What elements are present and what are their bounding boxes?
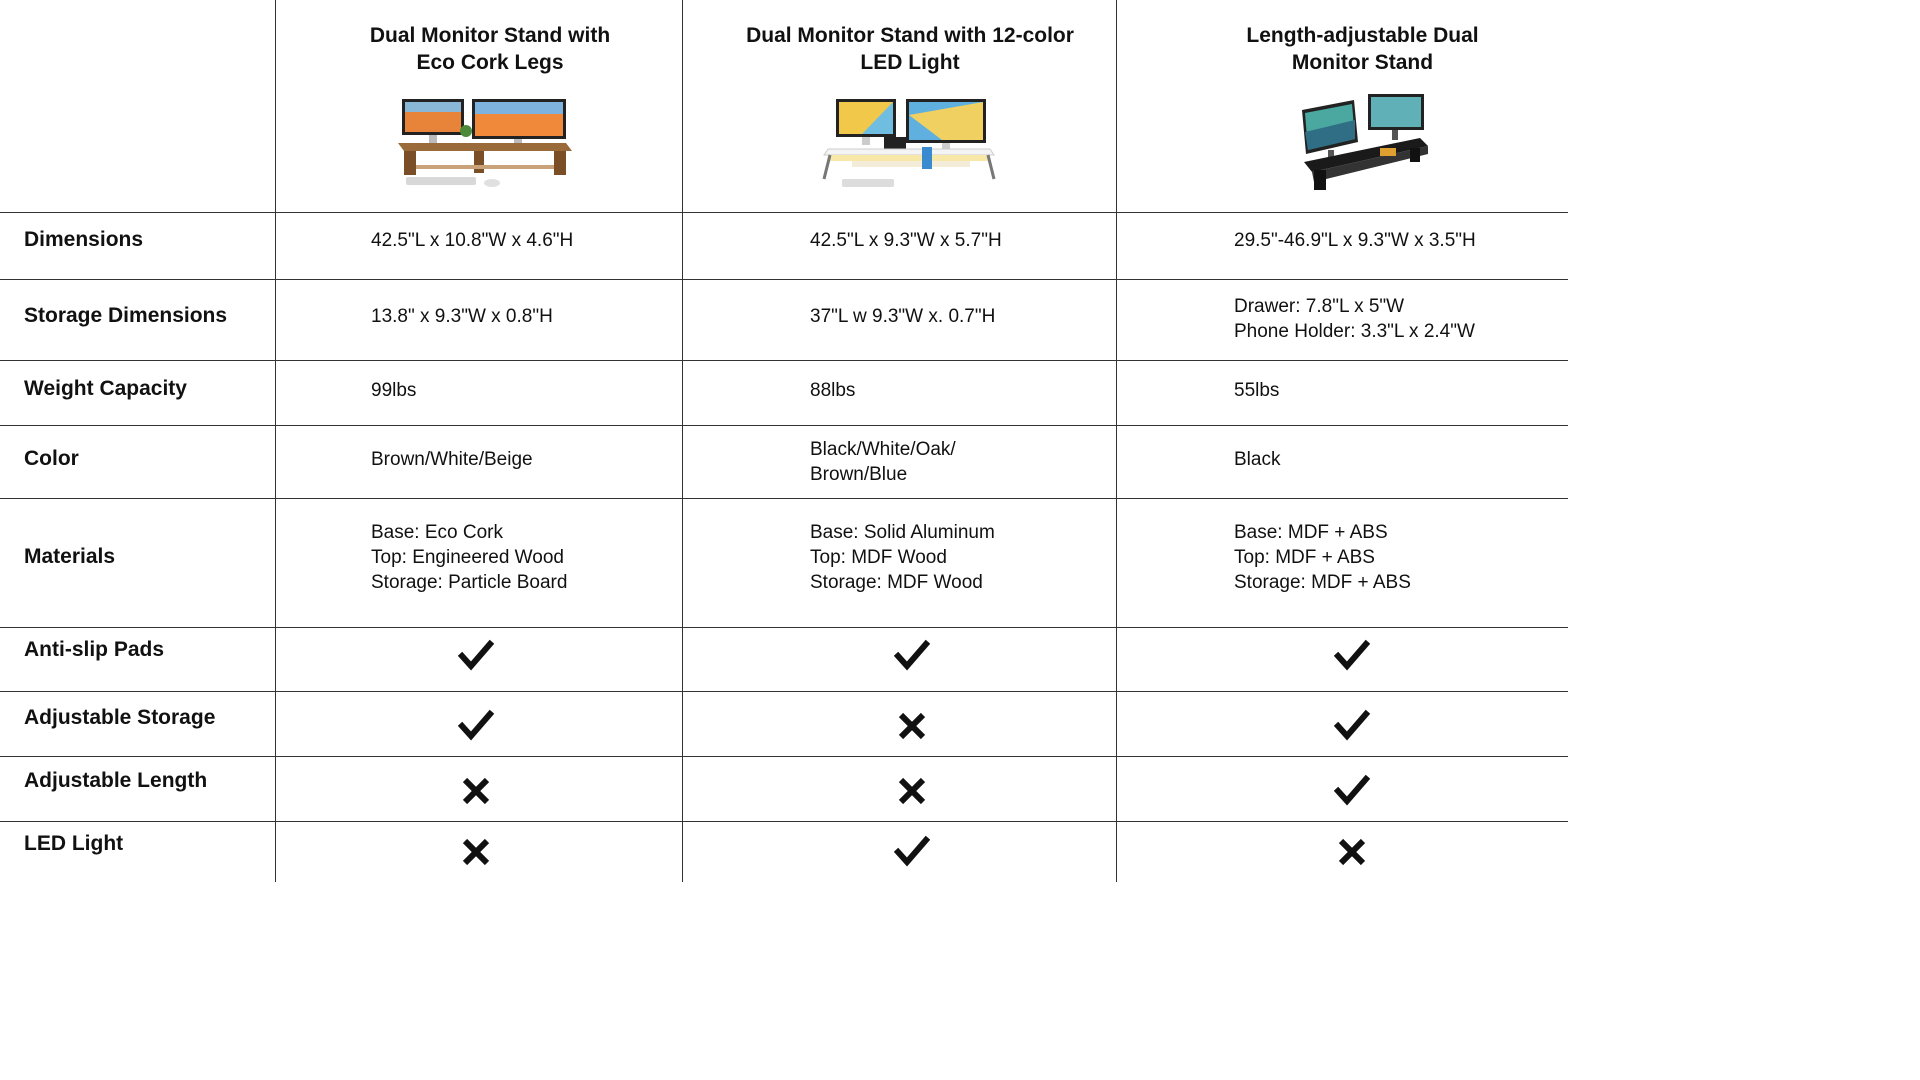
check-icon bbox=[1334, 773, 1370, 809]
cell-line: Storage: Particle Board bbox=[371, 572, 568, 593]
row-divider bbox=[0, 279, 1568, 280]
check-icon bbox=[458, 708, 494, 744]
weight-capacity-value bbox=[1234, 378, 1279, 403]
row-label-materials: Materials bbox=[24, 545, 116, 568]
row-divider bbox=[0, 821, 1568, 822]
product-title-line: Monitor Stand bbox=[1291, 51, 1434, 74]
check-icon bbox=[894, 638, 930, 674]
cell-line: Black bbox=[1234, 449, 1281, 470]
product-title-line: Dual Monitor Stand with 12-color bbox=[746, 24, 1074, 47]
cell-line: 42.5"L x 9.3"W x 5.7"H bbox=[810, 230, 1002, 251]
storage-dimensions-value bbox=[810, 304, 995, 329]
product-title-line: Eco Cork Legs bbox=[416, 51, 564, 74]
color-value bbox=[371, 447, 533, 472]
dimensions-value bbox=[1234, 228, 1476, 253]
column-divider bbox=[275, 0, 276, 882]
materials-value bbox=[1234, 520, 1411, 595]
cell-line: Brown/White/Beige bbox=[371, 449, 533, 470]
cell-line: Storage: MDF + ABS bbox=[1234, 572, 1411, 593]
column-divider bbox=[682, 0, 683, 882]
row-divider bbox=[0, 212, 1568, 213]
cell-line: 37"L w 9.3"W x. 0.7"H bbox=[810, 306, 996, 327]
check-icon bbox=[1334, 638, 1370, 674]
cell-line: 13.8" x 9.3"W x 0.8"H bbox=[371, 306, 553, 327]
row-label-anti-slip-pads: Anti-slip Pads bbox=[24, 638, 165, 661]
row-label-adjustable-storage: Adjustable Storage bbox=[24, 706, 216, 729]
row-divider bbox=[0, 360, 1568, 361]
black-adjustable-stand-image bbox=[1300, 92, 1430, 196]
weight-capacity-value bbox=[371, 378, 416, 403]
product-title-line: Dual Monitor Stand with bbox=[369, 24, 611, 47]
cell-line: 88lbs bbox=[810, 380, 856, 401]
color-value bbox=[810, 437, 956, 487]
row-divider bbox=[0, 627, 1568, 628]
cell-line: Black/White/Oak/ bbox=[810, 439, 956, 460]
row-divider bbox=[0, 691, 1568, 692]
row-divider bbox=[0, 498, 1568, 499]
materials-value bbox=[371, 520, 567, 595]
cross-icon bbox=[458, 773, 494, 809]
product-title-line: Length-adjustable Dual bbox=[1246, 24, 1479, 47]
row-divider bbox=[0, 756, 1568, 757]
cell-line: 55lbs bbox=[1234, 380, 1280, 401]
cell-line: Base: Eco Cork bbox=[371, 522, 503, 543]
cell-line: 29.5"-46.9"L x 9.3"W x 3.5"H bbox=[1234, 230, 1476, 251]
product-title-line: LED Light bbox=[860, 51, 960, 74]
cell-line: Top: MDF Wood bbox=[810, 547, 947, 568]
row-label-led-light: LED Light bbox=[24, 832, 124, 855]
materials-value bbox=[810, 520, 995, 595]
cell-line: Base: MDF + ABS bbox=[1234, 522, 1388, 543]
product-title-2 bbox=[722, 22, 1098, 76]
cross-icon bbox=[1334, 834, 1370, 870]
check-icon bbox=[1334, 708, 1370, 744]
row-divider bbox=[0, 425, 1568, 426]
storage-dimensions-value bbox=[1234, 294, 1475, 344]
cell-line: Storage: MDF Wood bbox=[810, 572, 983, 593]
row-label-dimensions: Dimensions bbox=[24, 228, 144, 251]
row-label-storage-dimensions: Storage Dimensions bbox=[24, 304, 228, 327]
cell-line: 42.5"L x 10.8"W x 4.6"H bbox=[371, 230, 574, 251]
cross-icon bbox=[894, 708, 930, 744]
cell-line: Base: Solid Aluminum bbox=[810, 522, 995, 543]
cross-icon bbox=[894, 773, 930, 809]
cell-line: Top: Engineered Wood bbox=[371, 547, 564, 568]
row-label-color: Color bbox=[24, 447, 79, 470]
weight-capacity-value bbox=[810, 378, 855, 403]
cell-line: Drawer: 7.8"L x 5"W bbox=[1234, 296, 1405, 317]
product-title-3 bbox=[1175, 22, 1550, 76]
row-label-weight-capacity: Weight Capacity bbox=[24, 377, 187, 400]
color-value bbox=[1234, 447, 1280, 472]
cell-line: Brown/Blue bbox=[810, 464, 908, 485]
cell-line: 99lbs bbox=[371, 380, 417, 401]
cell-line: Phone Holder: 3.3"L x 2.4"W bbox=[1234, 321, 1475, 342]
dimensions-value bbox=[810, 228, 1002, 253]
cell-line: Top: MDF + ABS bbox=[1234, 547, 1375, 568]
white-led-stand-image bbox=[822, 95, 998, 197]
dimensions-value bbox=[371, 228, 573, 253]
wood-stand-image bbox=[396, 95, 574, 193]
product-title-1 bbox=[305, 22, 675, 76]
column-divider bbox=[1116, 0, 1117, 882]
check-icon bbox=[458, 638, 494, 674]
cross-icon bbox=[458, 834, 494, 870]
row-label-adjustable-length: Adjustable Length bbox=[24, 769, 208, 792]
check-icon bbox=[894, 834, 930, 870]
storage-dimensions-value bbox=[371, 304, 553, 329]
